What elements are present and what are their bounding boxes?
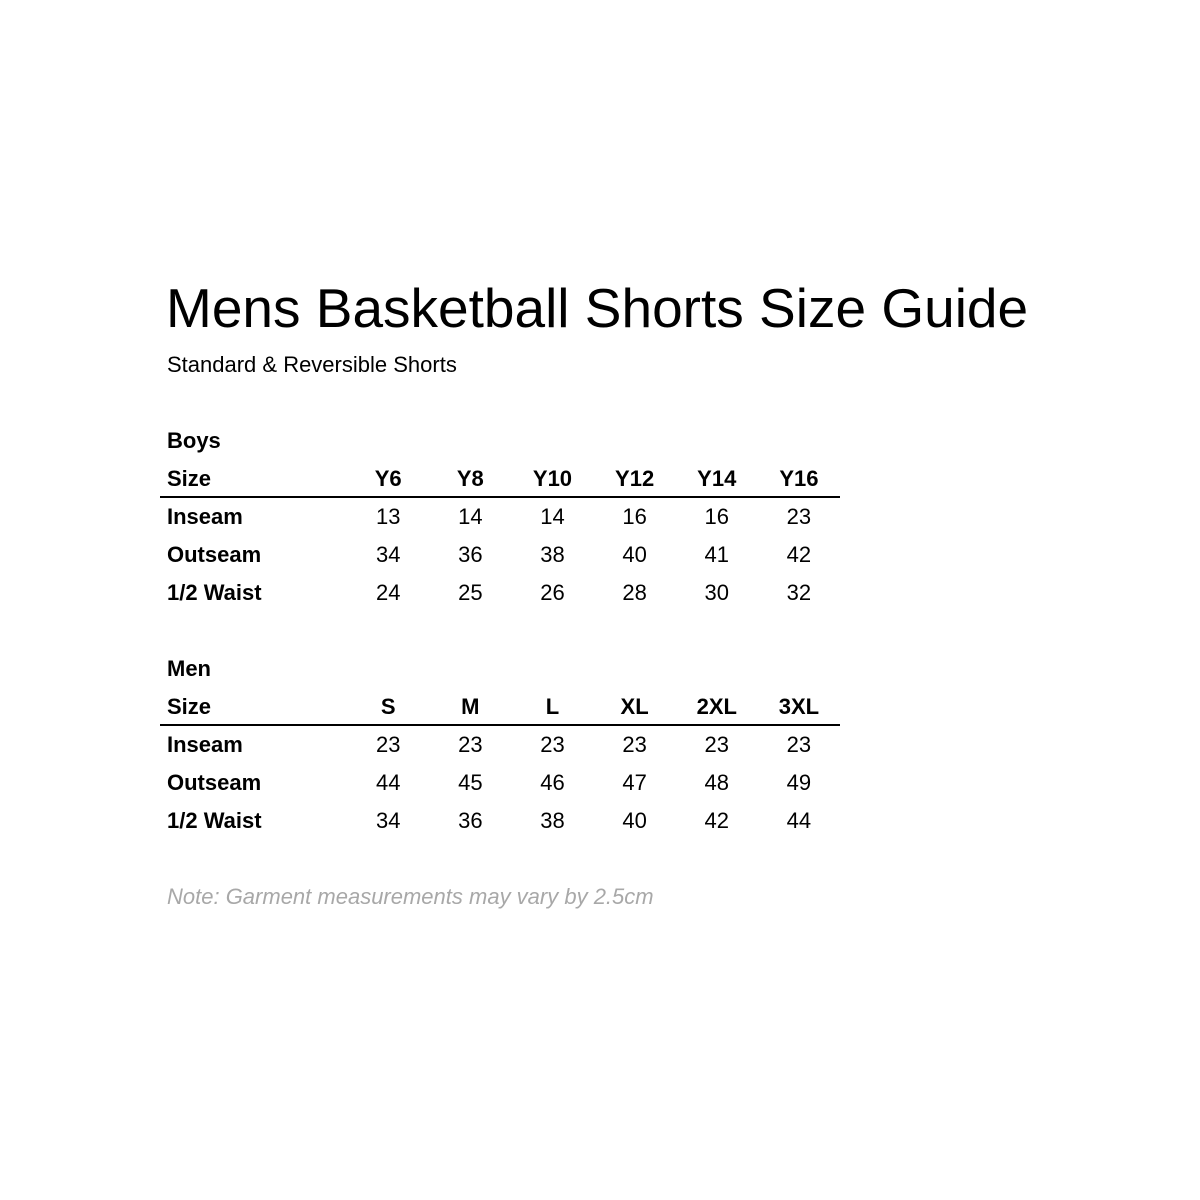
measurement-cell: 47 — [622, 770, 647, 795]
measurement-cell: 40 — [622, 808, 647, 833]
measurement-cell: 48 — [704, 770, 729, 795]
measurement-cell: 32 — [786, 580, 812, 605]
size-header: XL — [620, 694, 649, 719]
measurement-cell: 36 — [458, 542, 483, 567]
measurement-cell: 23 — [786, 504, 812, 529]
size-header: S — [380, 694, 396, 719]
measurement-cell: 16 — [704, 504, 729, 529]
measurement-cell: 16 — [622, 504, 647, 529]
table-row — [160, 536, 840, 574]
size-header: Y14 — [697, 466, 737, 491]
size-header: Y6 — [374, 466, 402, 491]
measurement-cell: 25 — [458, 580, 483, 605]
measurement-cell: 23 — [458, 732, 483, 757]
measurement-cell: 23 — [540, 732, 565, 757]
measurement-cell: 46 — [540, 770, 565, 795]
measurement-cell: 40 — [622, 542, 647, 567]
table-section-label: Men — [167, 656, 211, 681]
measurement-cell: 23 — [704, 732, 729, 757]
row-label: Inseam — [167, 732, 243, 757]
men-size-table — [160, 650, 840, 840]
measurement-cell: 49 — [786, 770, 812, 795]
table-header-row — [160, 460, 840, 498]
row-label: 1/2 Waist — [167, 580, 262, 605]
measurement-cell: 23 — [622, 732, 647, 757]
table-row — [160, 574, 840, 612]
measurement-cell: 23 — [375, 732, 401, 757]
measurement-cell: 45 — [458, 770, 483, 795]
size-header: M — [461, 694, 480, 719]
measurement-cell: 28 — [622, 580, 647, 605]
row-label: 1/2 Waist — [167, 808, 262, 833]
measurement-cell: 41 — [704, 542, 729, 567]
table-row — [160, 764, 840, 802]
row-label: Outseam — [167, 542, 262, 567]
size-header: Y8 — [456, 466, 484, 491]
table-row — [160, 726, 840, 764]
header-label: Size — [167, 466, 212, 491]
row-label: Inseam — [167, 504, 243, 529]
measurement-cell: 14 — [458, 504, 483, 529]
header-label: Size — [167, 694, 212, 719]
measurement-cell: 38 — [540, 808, 565, 833]
page-subtitle: Standard & Reversible Shorts — [167, 352, 457, 377]
table-section-label: Boys — [167, 428, 221, 453]
size-header: Y12 — [615, 466, 655, 491]
size-header: Y16 — [779, 466, 819, 491]
table-header-row — [160, 688, 840, 726]
size-header: L — [545, 694, 560, 719]
measurement-cell: 38 — [540, 542, 565, 567]
measurement-cell: 44 — [375, 770, 401, 795]
measurement-cell: 24 — [375, 580, 401, 605]
measurement-cell: 34 — [375, 542, 401, 567]
measurement-cell: 14 — [540, 504, 565, 529]
table-row — [160, 498, 840, 536]
size-header: 3XL — [778, 694, 820, 719]
boys-size-table — [160, 422, 840, 612]
size-header: 2XL — [696, 694, 737, 719]
measurement-cell: 23 — [786, 732, 812, 757]
row-label: Outseam — [167, 770, 262, 795]
measurement-cell: 42 — [786, 542, 812, 567]
measurement-cell: 36 — [458, 808, 483, 833]
measurement-cell: 30 — [704, 580, 729, 605]
size-header: Y10 — [532, 466, 573, 491]
measurement-cell: 44 — [786, 808, 812, 833]
measurement-note: Note: Garment measurements may vary by 2.5cm — [167, 884, 654, 909]
table-row — [160, 802, 840, 840]
page-title: Mens Basketball Shorts Size Guide — [166, 277, 1029, 339]
measurement-cell: 34 — [375, 808, 401, 833]
measurement-cell: 26 — [540, 580, 565, 605]
measurement-cell: 42 — [704, 808, 729, 833]
measurement-cell: 13 — [375, 504, 401, 529]
